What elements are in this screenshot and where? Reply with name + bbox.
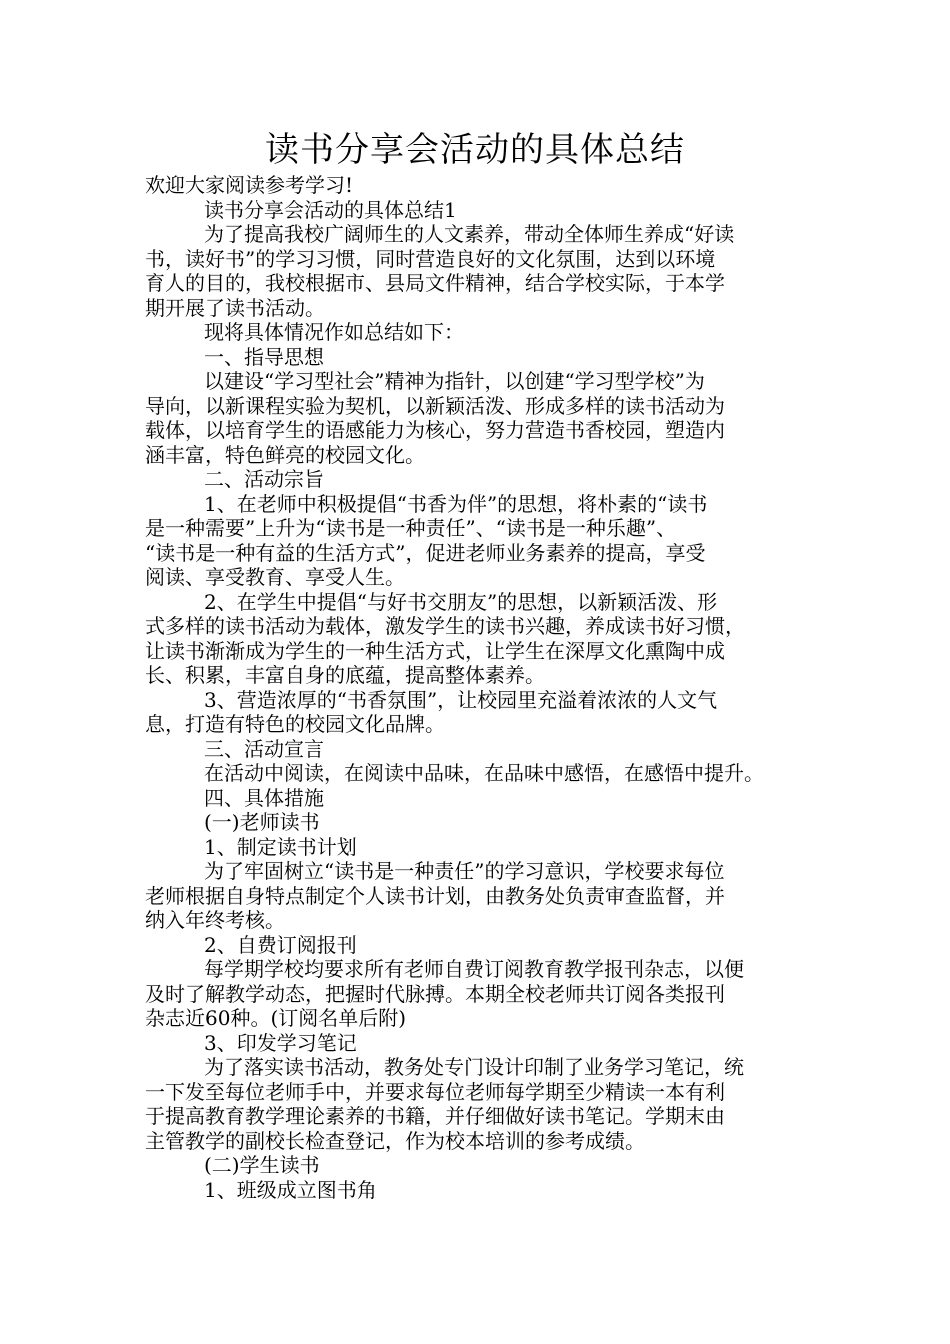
heading-line: 一、指导思想 [204, 344, 324, 369]
paragraph-line: 杂志近60种。(订阅名单后附) [145, 1006, 407, 1030]
heading-line: 四、具体措施 [204, 785, 324, 810]
heading-line: (一)老师读书 [204, 810, 320, 834]
paragraph-line: 导向，以新课程实验为契机，以新颖活泼、形成多样的读书活动为 [145, 393, 725, 418]
paragraph-line: 及时了解教学动态，把握时代脉搏。本期全校老师共订阅各类报刊 [145, 981, 725, 1006]
paragraph-line: 是一种需要”上升为“读书是一种责任”、“读书是一种乐趣”、 [145, 516, 677, 540]
heading-line: 1、制定读书计划 [204, 834, 357, 859]
heading-line: 2、自费订阅报刊 [204, 932, 357, 957]
heading-line: 二、活动宗旨 [204, 467, 324, 491]
paragraph-line: 2、在学生中提倡“与好书交朋友”的思想，以新颖活泼、形 [204, 589, 718, 614]
intro-line: 欢迎大家阅读参考学习! [145, 173, 354, 197]
paragraph-line: 长、积累，丰富自身的底蕴，提高整体素养。 [145, 663, 545, 687]
paragraph-line: 为了落实读书活动，教务处专门设计印制了业务学习笔记，统 [204, 1055, 744, 1079]
paragraph-line: 书，读好书”的学习习惯，同时营造良好的文化氛围，达到以环境 [145, 246, 716, 271]
heading-line: 1、班级成立图书角 [204, 1177, 377, 1202]
document-body [145, 173, 825, 1202]
paragraph-line: 让读书渐渐成为学生的一种生活方式，让学生在深厚文化熏陶中成 [145, 638, 725, 663]
heading-line: (二)学生读书 [204, 1153, 320, 1177]
paragraph-line: 现将具体情况作如总结如下： [204, 320, 464, 344]
paragraph-line: “读书是一种有益的生活方式”，促进老师业务素养的提高，享受 [145, 540, 706, 565]
paragraph-line: 载体，以培育学生的语感能力为核心，努力营造书香校园，塑造内 [145, 418, 725, 442]
paragraph-line: 一下发至每位老师手中，并要求每位老师每学期至少精读一本有利 [145, 1079, 725, 1104]
paragraph-line: 以建设“学习型社会”精神为指针，以创建“学习型学校”为 [204, 369, 705, 393]
paragraph-line: 在活动中阅读，在阅读中品味，在品味中感悟，在感悟中提升。 [204, 761, 764, 785]
paragraph-line: 3、营造浓厚的“书香氛围”，让校园里充溢着浓浓的人文气 [204, 687, 718, 712]
paragraph-line: 为了提高我校广阔师生的人文素养，带动全体师生养成“好读 [204, 222, 735, 246]
paragraph-line: 阅读、享受教育、享受人生。 [145, 565, 405, 589]
document-title: 读书分享会活动的具体总结 [265, 130, 685, 170]
paragraph-line: 式多样的读书活动为载体，激发学生的读书兴趣，养成读书好习惯， [145, 614, 745, 638]
paragraph-line: 涵丰富，特色鲜亮的校园文化。 [145, 442, 425, 467]
paragraph-line: 息，打造有特色的校园文化品牌。 [145, 712, 445, 736]
heading-line: 三、活动宣言 [204, 736, 324, 761]
paragraph-line: 育人的目的，我校根据市、县局文件精神，结合学校实际，于本学 [145, 271, 725, 295]
paragraph-line: 老师根据自身特点制定个人读书计划，由教务处负责审查监督，并 [145, 883, 725, 908]
paragraph-line: 主管教学的副校长检查登记，作为校本培训的参考成绩。 [145, 1128, 645, 1153]
paragraph-line: 期开展了读书活动。 [145, 295, 325, 320]
heading-line: 3、印发学习笔记 [204, 1030, 357, 1055]
section-subtitle: 读书分享会活动的具体总结1 [204, 197, 457, 222]
paragraph-line: 纳入年终考核。 [145, 908, 285, 932]
paragraph-line: 1、在老师中积极提倡“书香为伴”的思想，将朴素的“读书 [204, 491, 708, 516]
paragraph-line: 每学期学校均要求所有老师自费订阅教育教学报刊杂志，以便 [204, 957, 744, 981]
paragraph-line: 为了牢固树立“读书是一种责任”的学习意识，学校要求每位 [204, 859, 725, 883]
paragraph-line: 于提高教育教学理论素养的书籍，并仔细做好读书笔记。学期末由 [145, 1104, 725, 1128]
